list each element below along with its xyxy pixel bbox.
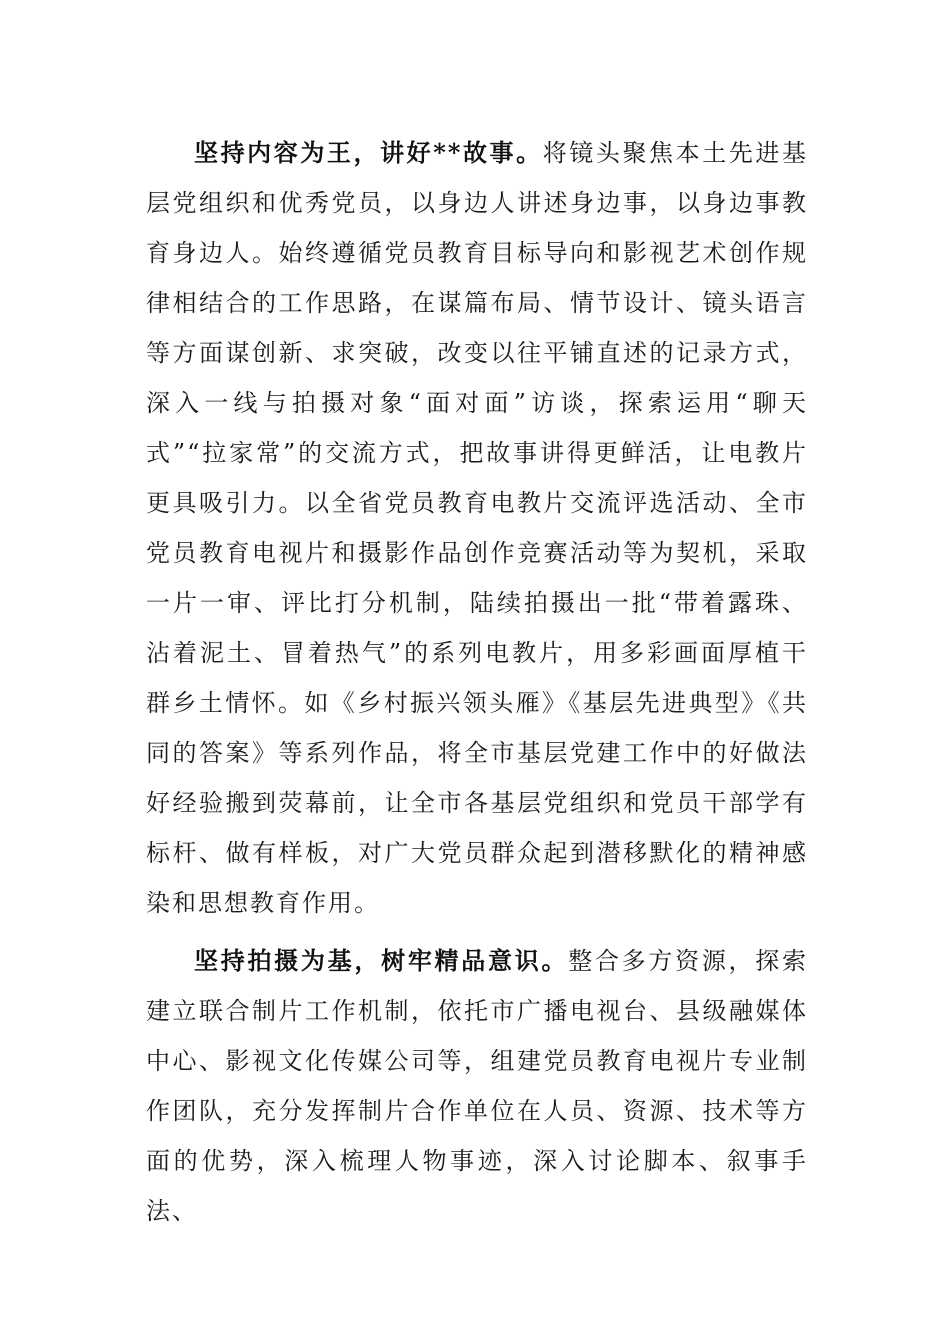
paragraph-body: 将镜头聚焦本土先进基层党组织和优秀党员，以身边人讲述身边事，以身边事教育身边人。始终遵循党员教育目标导向和影视艺术创作规律相结合的工作思路，在谋篇布局、情节设计、镜头语言等方面谋创新、求突破，改变以往平铺直述的记录方式，深入一线与拍摄对象“面对面”访谈，探索运用“聊天式”“拉家常”的交流方式，把故事讲得更鲜活，让电教片更具吸引力。以全省党员教育电教片交流评选活动、全市党员教育电视片和摄影作品创作竞赛活动等为契机，采取一片一审、评比打分机制，陆续拍摄出一批“带着露珠、沾着泥土、冒着热气”的系列电教片，用多彩画面厚植干群乡土情怀。如《乡村振兴领头雁》《基层先进典型》《共同的答案》等系列作品，将全市基层党建工作中的好做法好经验搬到荧幕前，让全市各基层党组织和党员干部学有标杆、做有样板，对广大党员群众起到潜移默化的精神感染和思想教育作用。	[146, 139, 808, 917]
paragraph-heading: 坚持拍摄为基，树牢精品意识。	[194, 946, 569, 975]
paragraph-body: 整合多方资源，探索建立联合制片工作机制，依托市广播电视台、县级融媒体中心、影视文化传媒公司等，组建党员教育电视片专业制作团队，充分发挥制片合作单位在人员、资源、技术等方面的优势，深入梳理人物事迹，深入讨论脚本、叙事手法、	[146, 947, 809, 1225]
paragraph-content-first	[146, 128, 808, 928]
paragraph-shooting-basis	[146, 936, 808, 1236]
paragraph-heading: 坚持内容为王，讲好**故事。	[194, 138, 543, 167]
